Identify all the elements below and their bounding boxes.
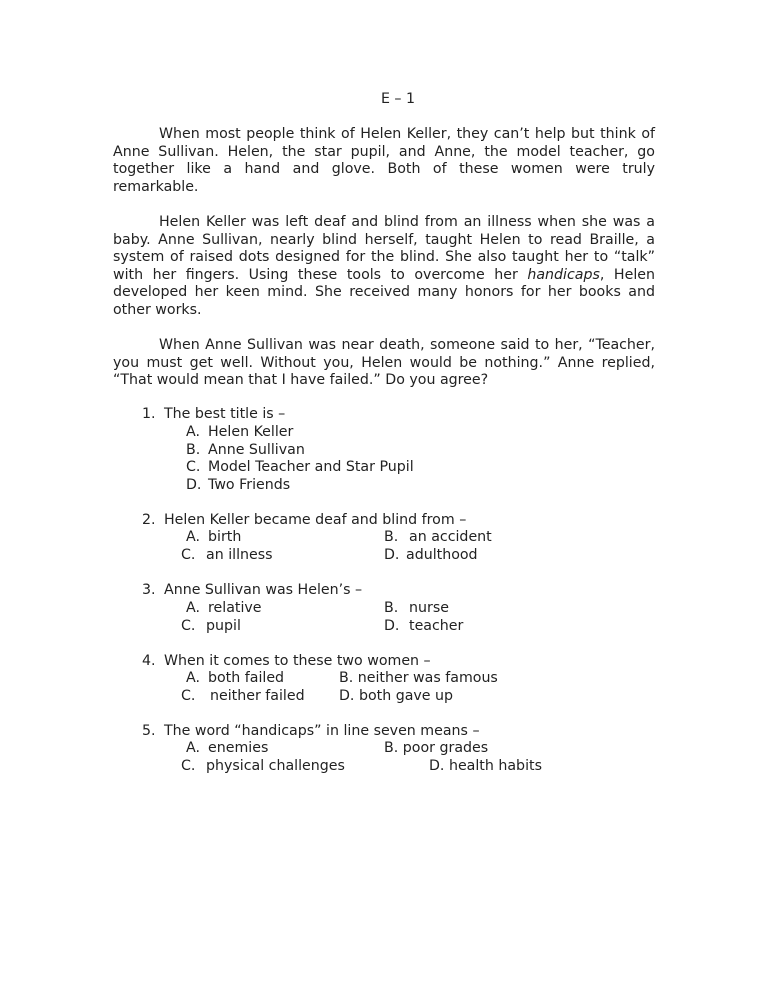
question-5-text: The word “handicaps” in line seven means – <box>164 723 480 739</box>
question-3-option-c[interactable] <box>181 618 241 636</box>
passage-paragraph-3: When Anne Sullivan was near death, someone said to her, “Teacher, you must get well. Without you, Helen would be nothing.” Anne replied, “That would mean that I have failed.” Do you agree? <box>113 337 655 389</box>
question-4-option-b[interactable] <box>339 670 498 688</box>
passage-paragraph-2 <box>113 214 655 320</box>
option-letter: B. <box>384 740 399 756</box>
option-letter: A. <box>186 740 200 756</box>
option-text: Two Friends <box>208 477 291 493</box>
option-text: birth <box>208 529 242 545</box>
option-text: nurse <box>409 600 449 616</box>
question-5-option-c[interactable] <box>181 758 345 776</box>
option-letter: C. <box>186 459 201 475</box>
option-letter: B. <box>384 529 399 545</box>
question-1 <box>142 406 285 424</box>
option-letter: D. <box>186 477 202 493</box>
option-text: neither failed <box>210 688 305 704</box>
option-letter: B. <box>384 600 399 616</box>
option-letter: A. <box>186 670 200 686</box>
question-2-option-c[interactable] <box>181 547 273 565</box>
option-letter: D. <box>339 688 355 704</box>
option-text: an illness <box>206 547 273 563</box>
option-text: both failed <box>208 670 285 686</box>
question-2-option-a[interactable] <box>186 529 241 547</box>
option-text: relative <box>208 600 262 616</box>
question-5-number: 5. <box>142 723 156 739</box>
option-letter: B. <box>186 442 201 458</box>
question-2 <box>142 512 466 530</box>
option-text: pupil <box>206 618 241 634</box>
option-text: health habits <box>448 758 542 774</box>
question-3-option-b[interactable] <box>384 600 449 618</box>
option-text: teacher <box>409 618 464 634</box>
question-4-number: 4. <box>142 653 156 669</box>
option-letter: A. <box>186 424 200 440</box>
question-3-text: Anne Sullivan was Helen’s – <box>164 582 363 598</box>
option-text: physical challenges <box>206 758 345 774</box>
question-2-text: Helen Keller became deaf and blind from – <box>164 512 467 528</box>
question-1-option-d[interactable] <box>186 477 290 495</box>
option-letter: C. <box>181 688 196 704</box>
question-4-option-d[interactable] <box>339 688 453 706</box>
question-4-option-a[interactable] <box>186 670 284 688</box>
option-text: both gave up <box>358 688 454 704</box>
option-text: Anne Sullivan <box>208 442 305 458</box>
passage-paragraph-1: When most people think of Helen Keller, they can’t help but think of Anne Sullivan. Helen, the star pupil, and Anne, the model teacher, go together like a hand and glove. Both of these women were truly remarkable. <box>113 126 655 195</box>
option-letter: D. <box>384 618 400 634</box>
question-5-option-a[interactable] <box>186 740 268 758</box>
question-3-option-d[interactable] <box>384 618 463 636</box>
option-text: Helen Keller <box>208 424 294 440</box>
question-5-option-d[interactable] <box>429 758 542 776</box>
option-letter: A. <box>186 529 200 545</box>
option-letter: A. <box>186 600 200 616</box>
question-1-option-a[interactable] <box>186 424 293 442</box>
question-1-option-b[interactable] <box>186 442 305 460</box>
option-letter: C. <box>181 758 196 774</box>
question-3-option-a[interactable] <box>186 600 262 618</box>
option-letter: C. <box>181 618 196 634</box>
option-letter: D. <box>429 758 445 774</box>
question-1-option-c[interactable] <box>186 459 414 477</box>
question-5-option-b[interactable] <box>384 740 488 758</box>
option-letter: B. <box>339 670 354 686</box>
question-4-option-c[interactable] <box>181 688 305 706</box>
question-1-number: 1. <box>142 406 156 422</box>
option-text: poor grades <box>402 740 489 756</box>
option-letter: C. <box>181 547 196 563</box>
passage-paragraph-2-text-end: , Helen developed her keen mind. She received many honors for her books and other works. <box>113 266 655 318</box>
passage-italic-word: handicaps <box>527 266 600 283</box>
question-5 <box>142 723 480 741</box>
option-text: enemies <box>208 740 269 756</box>
option-text: adulthood <box>406 547 478 563</box>
option-text: Model Teacher and Star Pupil <box>208 459 414 475</box>
question-3 <box>142 582 362 600</box>
question-2-number: 2. <box>142 512 156 528</box>
question-3-number: 3. <box>142 582 156 598</box>
option-letter: D. <box>384 547 400 563</box>
question-2-option-b[interactable] <box>384 529 492 547</box>
passage-paragraph-2-text-start: Helen Keller was left deaf and blind from an illness when she was a baby. Anne Sullivan, nearly blind herself, taught Helen to read Braille, a system of raised dots designed for the blind. She also taught her to “talk” with her fingers. Using these tools to overcome her <box>113 214 655 283</box>
question-4 <box>142 653 431 671</box>
option-text: neither was famous <box>357 670 498 686</box>
question-1-text: The best title is – <box>164 406 286 422</box>
page-heading: E – 1 <box>380 91 416 107</box>
question-4-text: When it comes to these two women – <box>164 653 431 669</box>
option-text: an accident <box>409 529 492 545</box>
question-2-option-d[interactable] <box>384 547 478 565</box>
